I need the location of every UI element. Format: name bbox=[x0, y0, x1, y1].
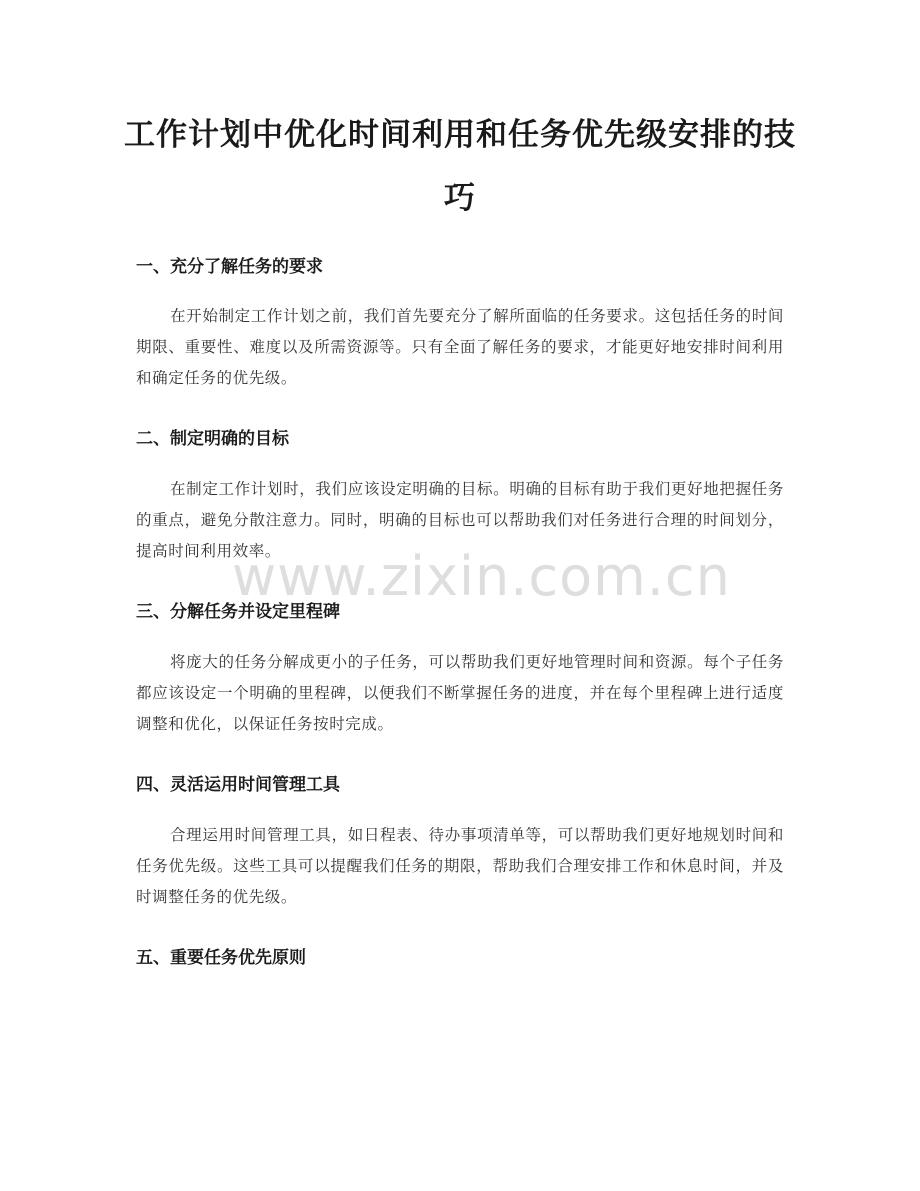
section-heading-5: 五、重要任务优先原则 bbox=[136, 948, 306, 968]
section-heading-2: 二、制定明确的目标 bbox=[136, 429, 289, 449]
section-paragraph-4: 合理运用时间管理工具，如日程表、待办事项清单等，可以帮助我们更好地规划时间和任务优先级。这些工具可以提醒我们任务的期限，帮助我们合理安排工作和休息时间，并及时调整任务的优先级。 bbox=[136, 826, 784, 906]
document-title: 工作计划中优化时间利用和任务优先级安排的技巧 bbox=[124, 117, 796, 216]
section-heading-3: 三、分解任务并设定里程碑 bbox=[136, 602, 340, 622]
section-paragraph-1: 在开始制定工作计划之前，我们首先要充分了解所面临的任务要求。这包括任务的时间期限、重要性、难度以及所需资源等。只有全面了解任务的要求，才能更好地安排时间利用和确定任务的优先级。 bbox=[136, 307, 784, 387]
section-heading-4: 四、灵活运用时间管理工具 bbox=[136, 775, 340, 795]
section-heading-1: 一、充分了解任务的要求 bbox=[136, 257, 323, 277]
section-paragraph-3: 将庞大的任务分解成更小的子任务，可以帮助我们更好地管理时间和资源。每个子任务都应该设定一个明确的里程碑，以便我们不断掌握任务的进度，并在每个里程碑上进行适度调整和优化，以保证任务按时完成。 bbox=[136, 653, 784, 733]
watermark-text: www.zixin.com.cn bbox=[232, 545, 731, 608]
section-paragraph-2: 在制定工作计划时，我们应该设定明确的目标。明确的目标有助于我们更好地把握任务的重点，避免分散注意力。同时，明确的目标也可以帮助我们对任务进行合理的时间划分，提高时间利用效率。 bbox=[136, 480, 784, 560]
